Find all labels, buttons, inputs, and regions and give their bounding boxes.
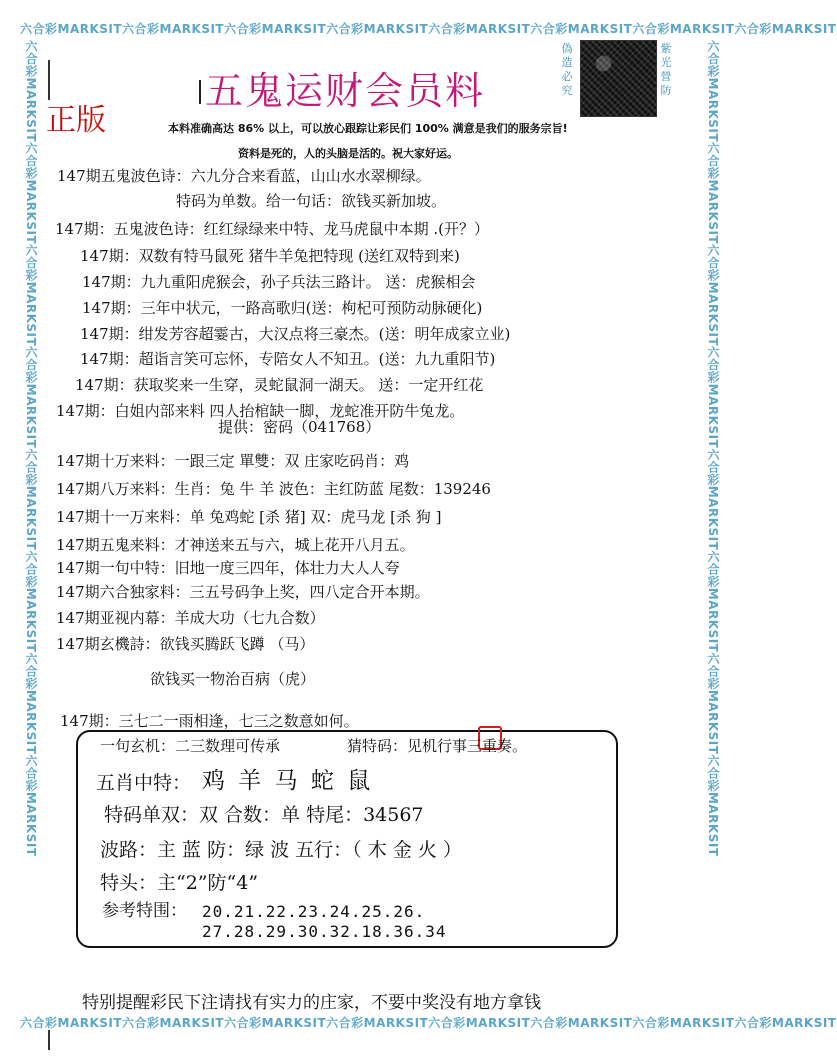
watermark-border-right: 六合彩MARKSIT六合彩MARKSIT六合彩MARKSIT六合彩MARKSIT六合彩MARKSIT六合彩MARKSIT六合彩MARKSIT六合彩MARKSIT bbox=[706, 40, 720, 857]
text-line: 147期一句中特：旧地一度三四年，体壮力大人人夸 bbox=[56, 559, 400, 577]
text-line: 特码为单数。给一句话：欲钱买新加坡。 bbox=[176, 192, 447, 210]
margin-mark bbox=[48, 1030, 50, 1050]
text-line: 147期：九九重阳虎猴会，孙子兵法三路计。 送：虎猴相会 bbox=[82, 273, 476, 291]
box-danshuang: 特码单双：双 合数：单 特尾：34567 bbox=[104, 804, 424, 826]
box-yiju: 一句玄机：二三数理可传承 bbox=[100, 737, 281, 755]
text-line: 147期玄機詩：欲钱买腾跃飞蹲 （马） bbox=[56, 635, 315, 653]
password-line: 提供：密码（041768） bbox=[218, 418, 381, 436]
genuine-badge: 正版 bbox=[46, 103, 106, 138]
text-line: 147期八万来料：生肖：兔 牛 羊 波色：主红防蓝 尾数：139246 bbox=[56, 480, 491, 498]
box-bolu: 波路：主 蓝 防：绿 波 五行：（ 木 金 火 ） bbox=[100, 839, 462, 861]
box-nums-row2: 27.28.29.30.32.18.36.34 bbox=[202, 922, 447, 941]
text-line: 147期：五鬼波色诗：红红绿绿来中特、龙马虎鼠中本期 .(开？） bbox=[55, 220, 490, 238]
text-line: 147期：超诣言笑可忘怀，专陪女人不知丑。(送：九九重阳节) bbox=[80, 350, 496, 368]
watermark-border-top: 六合彩MARKSIT六合彩MARKSIT六合彩MARKSIT六合彩MARKSIT六合彩MARKSIT六合彩MARKSIT六合彩MARKSIT六合彩MARKSIT bbox=[20, 22, 837, 36]
subtitle: 资料是死的，人的头脑是活的。祝大家好运。 bbox=[238, 147, 458, 160]
box-cankao-label: 参考特围： bbox=[102, 901, 187, 921]
text-line: 147期：绀发芳容超霎古，大汉点将三豪杰。(送：明年成家立业) bbox=[80, 325, 511, 343]
box-wuxiao: 鸡 羊 马 蛇 鼠 bbox=[202, 768, 374, 794]
box-wuxiao-label: 五肖中特： bbox=[96, 772, 192, 794]
text-line: 147期：白姐内部来料 四人抬棺缺一脚，龙蛇准开防牛兔龙。 bbox=[56, 402, 465, 420]
text-line: 147期：获取奖来一生穿，灵蛇鼠洞一湖天。 送：一定开红花 bbox=[75, 376, 484, 394]
text-line: 147期十万来料：一跟三定 單雙：双 庄家吃码肖：鸡 bbox=[56, 452, 410, 470]
watermark-border-bottom: 六合彩MARKSIT六合彩MARKSIT六合彩MARKSIT六合彩MARKSIT六合彩MARKSIT六合彩MARKSIT六合彩MARKSIT六合彩MARKSIT bbox=[20, 1016, 837, 1030]
text-line: 147期：双数有特马鼠死 猪牛羊兔把特现 (送红双特到来) bbox=[80, 247, 460, 265]
text-line: 147期：三七二一雨相逢，七三之数意如何。 bbox=[60, 712, 359, 730]
text-line: 147期十一万来料：单 兔鸡蛇 [杀 猪] 双：虎马龙 [杀 狗 ] bbox=[56, 508, 442, 526]
margin-mark bbox=[48, 60, 50, 100]
text-line: 147期五鬼波色诗：六九分合来看蓝，山山水水翠柳绿。 bbox=[57, 167, 431, 185]
text-line: 147期：三年中状元，一路高歌归(送：枸杞可预防动脉硬化) bbox=[82, 299, 483, 317]
text-line: 147期六合独家料：三五号码争上奖，四八定合开本期。 bbox=[56, 583, 430, 601]
text-line: 147期五鬼来料：才神送来五与六，城上花开八月五。 bbox=[56, 536, 415, 554]
anti-fake-stamp: 偽造必究 bbox=[561, 42, 573, 97]
watermark-border-left: 六合彩MARKSIT六合彩MARKSIT六合彩MARKSIT六合彩MARKSIT六合彩MARKSIT六合彩MARKSIT六合彩MARKSIT六合彩MARKSIT bbox=[24, 40, 38, 857]
text-line: 147期亚视内幕：羊成大功（七九合数） bbox=[56, 609, 325, 627]
box-nums-row1: 20.21.22.23.24.25.26. bbox=[202, 902, 426, 921]
footer-notice: 特别提醒彩民下注请找有实力的庄家，不要中奖没有地方拿钱 bbox=[82, 993, 541, 1013]
page-title: 五鬼运财会员料 bbox=[205, 69, 486, 113]
text-line: 欲钱买一物治百病（虎） bbox=[150, 670, 316, 688]
box-caite: 猜特码：见机行事三重奏。 bbox=[347, 737, 528, 755]
subtitle: 本料准确高达 86% 以上，可以放心跟踪让彩民们 100% 满意是我们的服务宗旨! bbox=[168, 122, 568, 135]
qr-code bbox=[580, 40, 657, 117]
anti-fake-stamp: 紫光營防 bbox=[660, 42, 672, 97]
box-tetou: 特头：主“2”防“4” bbox=[100, 872, 259, 894]
title-divider bbox=[199, 80, 201, 104]
